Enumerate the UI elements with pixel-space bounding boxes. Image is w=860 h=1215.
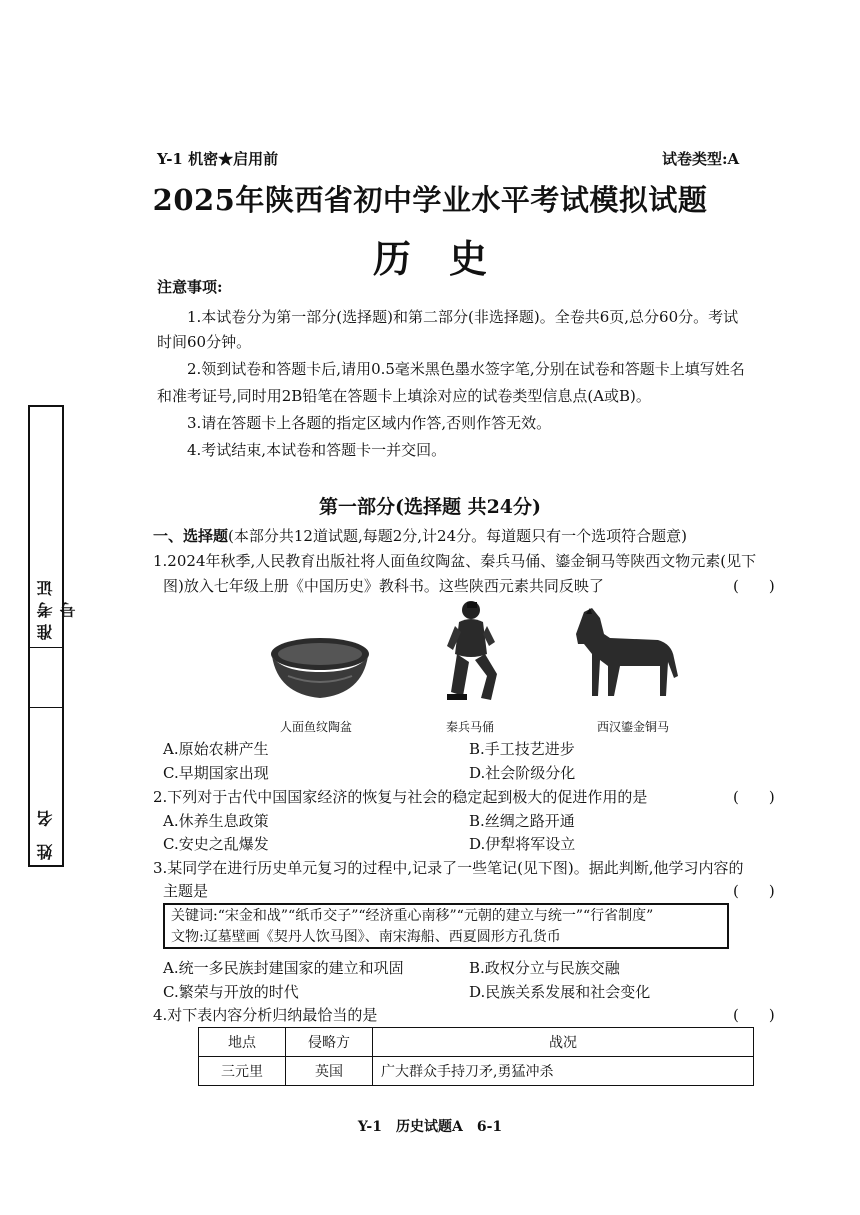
q4-answer-paren: ( ) <box>733 1006 775 1024</box>
note-item-4: 4.考试结束,本试卷和答题卡一并交回。 <box>187 441 447 459</box>
q1-answer-paren: ( ) <box>733 577 775 595</box>
paper-type-label: 试卷类型:A <box>662 150 740 168</box>
note-item-3: 3.请在答题卡上各题的指定区域内作答,否则作答无效。 <box>187 414 552 432</box>
q2-option-c: C.安史之乱爆发 <box>163 835 269 853</box>
part1-title: 第一部分(选择题 共24分) <box>318 496 542 518</box>
table-cell: 三元里 <box>199 1057 286 1086</box>
subject-title: 历 史 <box>372 236 487 281</box>
pottery-basin-image <box>268 632 372 704</box>
q1-option-a: A.原始农耕产生 <box>163 740 269 758</box>
name-label: 姓 名 <box>36 804 55 860</box>
table-header-cell: 战况 <box>373 1028 754 1057</box>
terracotta-warrior-image <box>441 596 501 706</box>
q2-option-b: B.丝绸之路开通 <box>469 812 575 830</box>
q1-option-d: D.社会阶级分化 <box>469 764 576 782</box>
q3-option-d: D.民族关系发展和社会变化 <box>469 983 651 1001</box>
caption-gilt-horse: 西汉鎏金铜马 <box>597 720 670 734</box>
section-label: 一、选择题 <box>153 527 229 545</box>
q1-stem-line-2: 图)放入七年级上册《中国历史》教科书。这些陕西元素共同反映了 <box>163 577 604 595</box>
section-heading <box>153 525 687 546</box>
exam-number-label: 准考证号 <box>36 574 78 640</box>
note-item-1-line-1: 1.本试卷分为第一部分(选择题)和第二部分(非选择题)。全卷共6页,总分60分。考试 <box>187 308 739 326</box>
q1-stem-line-1: 1.2024年秋季,人民教育出版社将人面鱼纹陶盆、秦兵马俑、鎏金铜马等陕西文物元素(见下 <box>153 552 757 570</box>
q3-stem-line-1: 3.某同学在进行历史单元复习的过程中,记录了一些笔记(见下图)。据此判断,他学习内容的 <box>153 859 744 877</box>
q3-stem-line-2: 主题是 <box>163 882 209 900</box>
q1-option-c: C.早期国家出现 <box>163 764 269 782</box>
q3-notes-box <box>163 903 729 949</box>
table-cell: 英国 <box>286 1057 373 1086</box>
q2-answer-paren: ( ) <box>733 788 775 806</box>
q2-option-d: D.伊犁将军设立 <box>469 835 576 853</box>
table-header-row <box>199 1028 754 1057</box>
q3-option-a: A.统一多民族封建国家的建立和巩固 <box>163 959 404 977</box>
confidential-label: Y-1 机密★启用前 <box>157 150 279 168</box>
q3-option-b: B.政权分立与民族交融 <box>469 959 620 977</box>
q3-artifacts: 文物:辽墓壁画《契丹人饮马图》、南宋海船、西夏圆形方孔货币 <box>171 929 561 945</box>
q3-keywords: 关键词:“宋金和战”“纸币交子”“经济重心南移”“元朝的建立与统一”“行省制度” <box>171 908 654 924</box>
note-item-1-line-2: 时间60分钟。 <box>157 333 252 351</box>
section-description: (本部分共12道试题,每题2分,计24分。每道题只有一个选项符合题意) <box>228 527 687 545</box>
caption-pottery-basin: 人面鱼纹陶盆 <box>280 720 353 734</box>
table-header-cell: 侵略方 <box>286 1028 373 1057</box>
q3-option-c: C.繁荣与开放的时代 <box>163 983 299 1001</box>
q4-table <box>198 1027 754 1086</box>
q2-option-a: A.休养生息政策 <box>163 812 269 830</box>
page-footer: Y-1 历史试题A 6-1 <box>357 1119 503 1135</box>
table-row <box>199 1057 754 1086</box>
table-header-cell: 地点 <box>199 1028 286 1057</box>
note-item-2-line-1: 2.领到试卷和答题卡后,请用0.5毫米黑色墨水签字笔,分别在试卷和答题卡上填写姓名 <box>187 360 745 378</box>
q1-option-b: B.手工技艺进步 <box>469 740 575 758</box>
q2-stem: 2.下列对于古代中国国家经济的恢复与社会的稳定起到极大的促进作用的是 <box>153 788 648 806</box>
note-item-2-line-2: 和准考证号,同时用2B铅笔在答题卡上填涂对应的试卷类型信息点(A或B)。 <box>157 387 651 405</box>
q4-stem: 4.对下表内容分析归纳最恰当的是 <box>153 1006 378 1024</box>
exam-title: 2025年陕西省初中学业水平考试模拟试题 <box>152 183 708 217</box>
notes-heading: 注意事项: <box>157 278 223 296</box>
caption-terracotta-warrior: 秦兵马俑 <box>446 720 495 734</box>
gilt-bronze-horse-image <box>570 604 682 704</box>
table-cell: 广大群众手持刀矛,勇猛冲杀 <box>373 1057 754 1086</box>
binding-info-box <box>28 405 78 867</box>
q3-answer-paren: ( ) <box>733 882 775 900</box>
